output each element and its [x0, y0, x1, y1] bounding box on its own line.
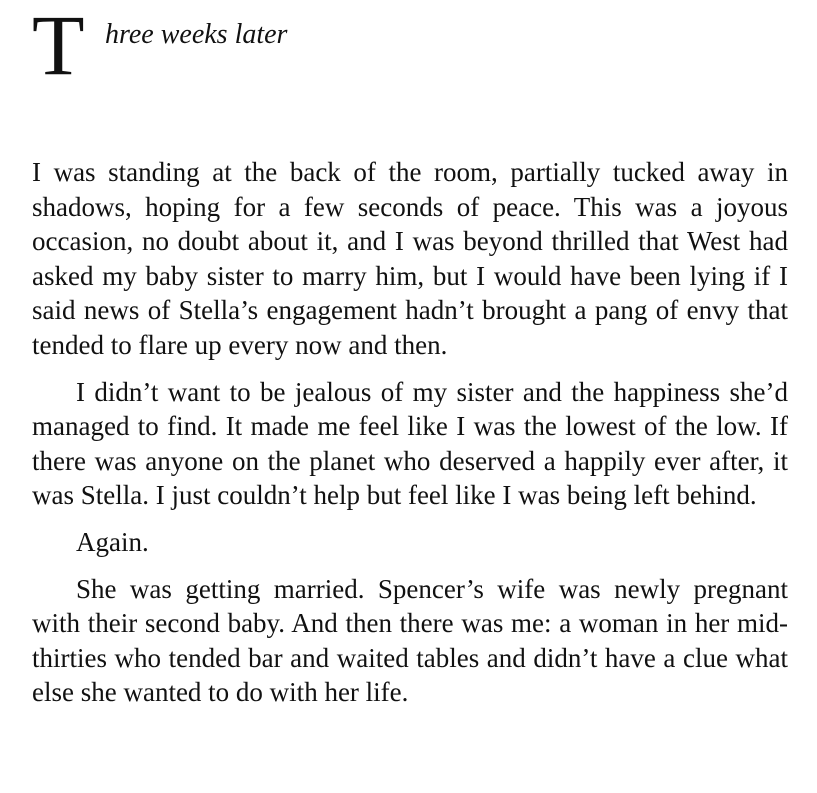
paragraph-4: She was getting married. Spencer’s wife was newly pregnant with their second baby. And then there was me: a woman in her mid-thirties who tended bar and waited tables and didn’t have a clue what else she wanted to do with her life.	[32, 573, 788, 708]
chapter-heading-text: hree weeks later	[105, 19, 288, 50]
chapter-heading	[32, 0, 788, 93]
body-text	[32, 155, 788, 710]
drop-cap: T	[32, 0, 85, 93]
paragraph-1: I was standing at the back of the room, partially tucked away in shadows, hoping for a few seconds of peace. This was a joyous occasion, no doubt about it, and I was beyond thrilled that West had asked my baby sister to marry him, but I would have been lying if I said news of Stella’s engagement hadn’t brought a pang of envy that tended to flare up every now and then.	[32, 157, 788, 360]
book-page	[32, 0, 788, 793]
paragraph-2: I didn’t want to be jealous of my sister and the happiness she’d managed to find. It made me feel like I was the lowest of the low. If there was anyone on the planet who deserved a happily ever after, it was Stella. I just couldn’t help but feel like I was being left behind.	[32, 376, 788, 511]
paragraph-3: Again.	[76, 526, 149, 557]
